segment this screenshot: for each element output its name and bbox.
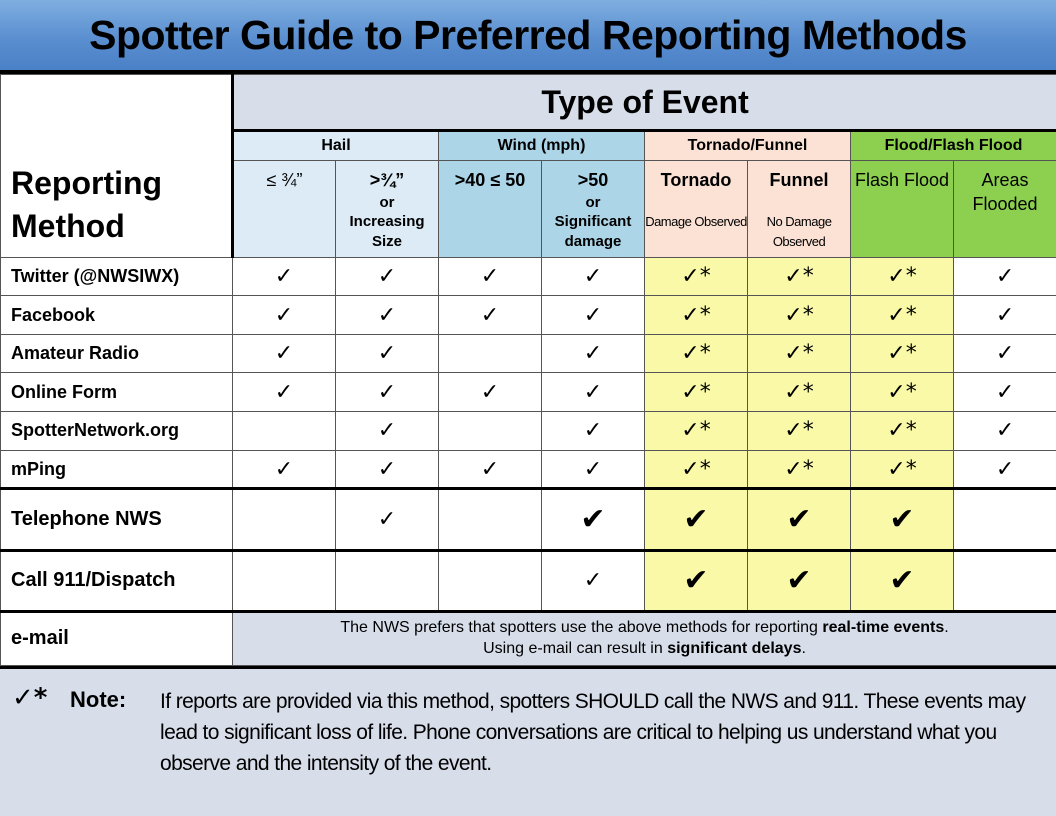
method-cell bbox=[439, 334, 542, 373]
check-icon: ✓ bbox=[274, 456, 294, 482]
note-panel bbox=[0, 666, 1056, 816]
method-cell bbox=[748, 450, 851, 489]
star-icon: * bbox=[905, 341, 917, 367]
method-cell bbox=[748, 296, 851, 335]
method-cell bbox=[748, 373, 851, 412]
method-cell bbox=[336, 373, 439, 412]
method-cell bbox=[439, 450, 542, 489]
check-icon: ✓ bbox=[274, 263, 294, 289]
star-icon: * bbox=[905, 418, 917, 444]
check-icon: ✓ bbox=[583, 456, 603, 482]
method-cell bbox=[542, 450, 645, 489]
col-tornado: Tornado Damage Observed bbox=[645, 161, 748, 257]
star-icon: * bbox=[905, 302, 917, 328]
method-cell bbox=[542, 373, 645, 412]
star-icon: * bbox=[905, 456, 917, 482]
check-icon: ✔ bbox=[683, 563, 709, 599]
star-icon: * bbox=[802, 341, 814, 367]
type-of-event-header: Type of Event bbox=[233, 75, 1056, 131]
col-areas-flooded: Areas Flooded bbox=[954, 161, 1056, 257]
method-cell bbox=[439, 412, 542, 451]
check-icon: ✓ bbox=[784, 263, 803, 289]
check-icon: ✓ bbox=[887, 341, 906, 367]
method-label: Online Form bbox=[1, 373, 233, 412]
method-cell bbox=[645, 296, 748, 335]
method-cell bbox=[233, 550, 336, 611]
method-cell bbox=[645, 450, 748, 489]
col-funnel: Funnel No Damage Observed bbox=[748, 161, 851, 257]
check-icon: ✔ bbox=[786, 501, 812, 537]
star-icon: * bbox=[699, 456, 711, 482]
email-message: The NWS prefers that spotters use the above methods for reporting real-time events. Using e-mail can result in significant delays. bbox=[233, 611, 1056, 665]
method-cell bbox=[851, 373, 954, 412]
method-cell bbox=[645, 334, 748, 373]
col-wind-mid: >40 ≤ 50 bbox=[439, 161, 542, 257]
check-icon: ✓ bbox=[681, 418, 700, 444]
star-icon: * bbox=[802, 456, 814, 482]
page-title: Spotter Guide to Preferred Reporting Methods bbox=[0, 0, 1056, 74]
check-icon: ✓ bbox=[995, 418, 1015, 444]
method-cell bbox=[645, 257, 748, 296]
method-cell bbox=[233, 489, 336, 550]
method-cell bbox=[336, 296, 439, 335]
reporting-method-header: Reporting Method bbox=[1, 75, 233, 258]
method-cell bbox=[542, 257, 645, 296]
star-icon: * bbox=[699, 341, 711, 367]
check-icon: ✓ bbox=[995, 263, 1015, 289]
method-cell bbox=[233, 373, 336, 412]
method-cell bbox=[336, 489, 439, 550]
check-icon: ✓ bbox=[583, 302, 603, 328]
check-icon: ✓ bbox=[480, 379, 500, 405]
method-cell bbox=[851, 412, 954, 451]
method-cell bbox=[748, 412, 851, 451]
check-icon: ✓ bbox=[784, 341, 803, 367]
group-flood: Flood/Flash Flood bbox=[851, 131, 1056, 161]
check-icon: ✓ bbox=[377, 263, 397, 289]
check-icon: ✓ bbox=[274, 302, 294, 328]
check-icon: ✓ bbox=[480, 263, 500, 289]
check-icon: ✓ bbox=[995, 456, 1015, 482]
check-icon: ✓ bbox=[681, 302, 700, 328]
method-cell bbox=[439, 550, 542, 611]
method-label: SpotterNetwork.org bbox=[1, 412, 233, 451]
method-cell bbox=[748, 550, 851, 611]
check-icon: ✔ bbox=[683, 501, 709, 537]
method-cell bbox=[954, 296, 1056, 335]
star-icon: * bbox=[802, 302, 814, 328]
table-row bbox=[1, 450, 1056, 489]
method-cell bbox=[851, 296, 954, 335]
check-icon: ✓ bbox=[784, 379, 803, 405]
method-cell bbox=[542, 550, 645, 611]
check-icon: ✓ bbox=[480, 302, 500, 328]
method-cell bbox=[954, 334, 1056, 373]
col-hail-small: ≤ ¾” bbox=[233, 161, 336, 257]
table-row bbox=[1, 550, 1056, 611]
check-icon: ✓ bbox=[377, 302, 397, 328]
method-cell bbox=[645, 373, 748, 412]
method-rows bbox=[1, 257, 1056, 611]
col-hail-big: >¾” or Increasing Size bbox=[336, 161, 439, 257]
check-star-icon: ✓* bbox=[12, 683, 48, 713]
method-cell bbox=[954, 450, 1056, 489]
table-row bbox=[1, 257, 1056, 296]
check-icon: ✓ bbox=[681, 379, 700, 405]
method-label: Call 911/Dispatch bbox=[1, 550, 233, 611]
method-cell bbox=[336, 334, 439, 373]
method-cell bbox=[645, 550, 748, 611]
method-cell bbox=[542, 334, 645, 373]
star-icon: * bbox=[905, 263, 917, 289]
group-wind: Wind (mph) bbox=[439, 131, 645, 161]
note-text: If reports are provided via this method, spotters SHOULD call the NWS and 911. These events may lead to significant loss of life. Phone conversations are critical to helping us understand what you observe and the intensity of the event. bbox=[160, 690, 1026, 776]
method-cell bbox=[542, 296, 645, 335]
method-cell bbox=[542, 412, 645, 451]
method-cell bbox=[439, 489, 542, 550]
check-icon: ✔ bbox=[786, 563, 812, 599]
method-cell bbox=[851, 550, 954, 611]
table-row bbox=[1, 296, 1056, 335]
check-icon: ✓ bbox=[681, 456, 700, 482]
check-icon: ✓ bbox=[274, 379, 294, 405]
table-row bbox=[1, 489, 1056, 550]
method-cell bbox=[954, 373, 1056, 412]
check-icon: ✓ bbox=[377, 418, 397, 444]
method-cell bbox=[645, 489, 748, 550]
check-icon: ✓ bbox=[681, 263, 700, 289]
method-label: mPing bbox=[1, 450, 233, 489]
check-icon: ✓ bbox=[583, 568, 603, 594]
star-icon: * bbox=[699, 302, 711, 328]
method-cell bbox=[748, 489, 851, 550]
method-cell bbox=[233, 334, 336, 373]
check-icon: ✓ bbox=[583, 263, 603, 289]
method-cell bbox=[336, 550, 439, 611]
check-icon: ✓ bbox=[995, 341, 1015, 367]
col-flash-flood: Flash Flood bbox=[851, 161, 954, 257]
check-icon: ✓ bbox=[377, 506, 397, 532]
method-cell bbox=[336, 257, 439, 296]
check-icon: ✓ bbox=[377, 341, 397, 367]
star-icon: * bbox=[802, 379, 814, 405]
method-cell bbox=[439, 373, 542, 412]
star-icon: * bbox=[802, 263, 814, 289]
check-icon: ✓ bbox=[995, 302, 1015, 328]
reporting-methods-table bbox=[0, 74, 1056, 666]
check-icon: ✔ bbox=[889, 501, 915, 537]
table-row bbox=[1, 373, 1056, 412]
star-icon: * bbox=[699, 263, 711, 289]
table-row bbox=[1, 334, 1056, 373]
method-cell bbox=[439, 257, 542, 296]
check-icon: ✓ bbox=[887, 379, 906, 405]
method-label-email: e-mail bbox=[1, 611, 233, 665]
check-icon: ✓ bbox=[583, 341, 603, 367]
check-icon: ✓ bbox=[887, 418, 906, 444]
method-cell bbox=[233, 450, 336, 489]
method-label: Twitter (@NWSIWX) bbox=[1, 257, 233, 296]
method-label: Facebook bbox=[1, 296, 233, 335]
method-cell bbox=[645, 412, 748, 451]
method-cell bbox=[233, 296, 336, 335]
method-cell bbox=[954, 489, 1056, 550]
method-cell bbox=[336, 412, 439, 451]
method-cell bbox=[851, 334, 954, 373]
method-cell bbox=[954, 412, 1056, 451]
method-label: Amateur Radio bbox=[1, 334, 233, 373]
check-icon: ✓ bbox=[887, 456, 906, 482]
check-icon: ✓ bbox=[784, 418, 803, 444]
method-cell bbox=[748, 257, 851, 296]
method-cell bbox=[851, 257, 954, 296]
star-icon: * bbox=[905, 379, 917, 405]
star-icon: * bbox=[699, 379, 711, 405]
method-cell bbox=[954, 550, 1056, 611]
check-icon: ✓ bbox=[887, 302, 906, 328]
check-icon: ✓ bbox=[784, 456, 803, 482]
check-icon: ✓ bbox=[480, 456, 500, 482]
check-icon: ✓ bbox=[377, 456, 397, 482]
check-icon: ✓ bbox=[583, 379, 603, 405]
check-icon: ✔ bbox=[889, 563, 915, 599]
method-cell bbox=[542, 489, 645, 550]
col-wind-high: >50 or Significant damage bbox=[542, 161, 645, 257]
note-label: Note: bbox=[70, 687, 127, 712]
method-cell bbox=[233, 257, 336, 296]
star-icon: * bbox=[699, 418, 711, 444]
check-icon: ✓ bbox=[784, 302, 803, 328]
method-cell bbox=[336, 450, 439, 489]
check-icon: ✓ bbox=[995, 379, 1015, 405]
star-icon: * bbox=[802, 418, 814, 444]
check-icon: ✓ bbox=[274, 341, 294, 367]
group-tornado: Tornado/Funnel bbox=[645, 131, 851, 161]
check-icon: ✔ bbox=[580, 501, 606, 537]
group-hail: Hail bbox=[233, 131, 439, 161]
method-cell bbox=[954, 257, 1056, 296]
method-cell bbox=[851, 450, 954, 489]
check-icon: ✓ bbox=[583, 418, 603, 444]
check-icon: ✓ bbox=[887, 263, 906, 289]
table-row bbox=[1, 412, 1056, 451]
method-cell bbox=[439, 296, 542, 335]
method-label: Telephone NWS bbox=[1, 489, 233, 550]
check-icon: ✓ bbox=[377, 379, 397, 405]
method-cell bbox=[233, 412, 336, 451]
check-icon: ✓ bbox=[681, 341, 700, 367]
method-cell bbox=[851, 489, 954, 550]
method-cell bbox=[748, 334, 851, 373]
